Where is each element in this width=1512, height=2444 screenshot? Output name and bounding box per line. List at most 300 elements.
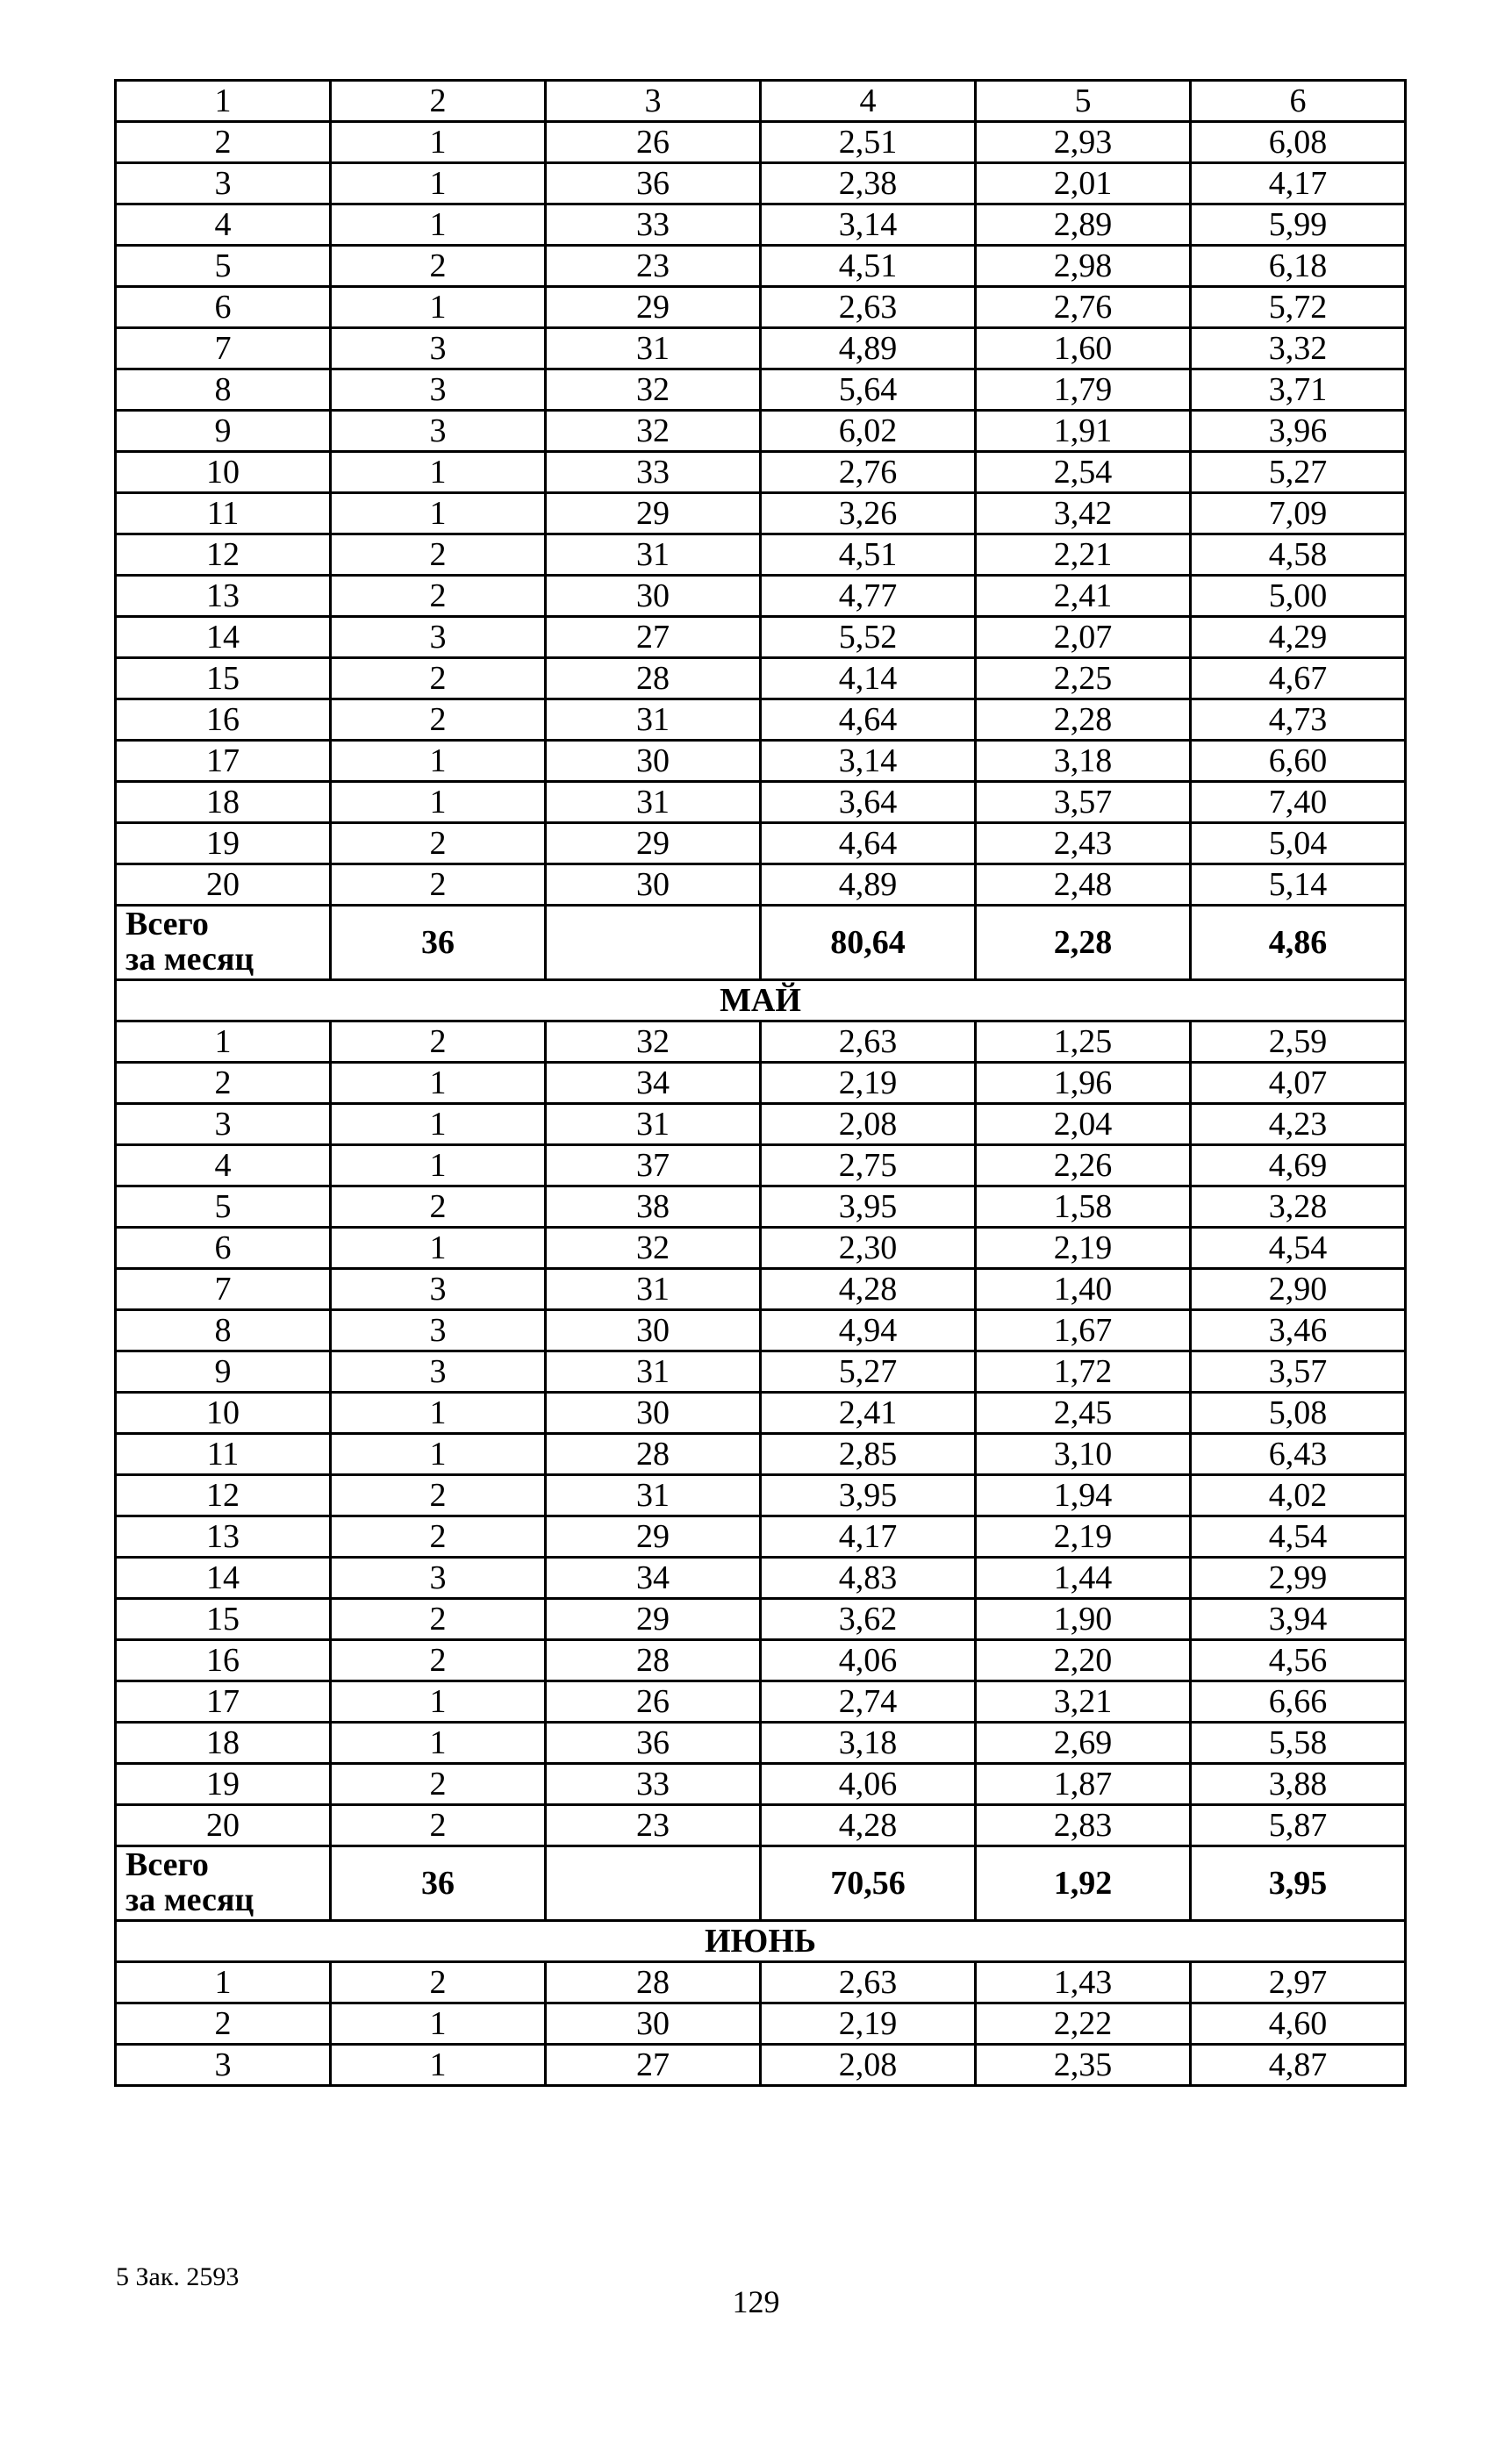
table-cell: 1,25 bbox=[976, 1021, 1191, 1063]
table-cell: 2 bbox=[331, 1516, 546, 1558]
table-cell: 2,76 bbox=[976, 287, 1191, 328]
table-cell: 3,28 bbox=[1191, 1186, 1406, 1228]
table-cell: 1 bbox=[331, 2003, 546, 2045]
table-cell: 4,28 bbox=[761, 1805, 976, 1846]
table-cell: 2,41 bbox=[761, 1393, 976, 1434]
table-cell: 2,74 bbox=[761, 1681, 976, 1723]
table-row bbox=[116, 864, 1406, 906]
table-cell: 2 bbox=[331, 1475, 546, 1516]
table-cell: 2,54 bbox=[976, 452, 1191, 493]
table-cell: 5,14 bbox=[1191, 864, 1406, 906]
table-cell: 3,46 bbox=[1191, 1310, 1406, 1351]
table-cell: 4,17 bbox=[761, 1516, 976, 1558]
table-cell: 3,21 bbox=[976, 1681, 1191, 1723]
table-cell: 4,89 bbox=[761, 864, 976, 906]
table-cell: 32 bbox=[546, 411, 761, 452]
table-cell: 2,76 bbox=[761, 452, 976, 493]
table-cell: 7,09 bbox=[1191, 493, 1406, 534]
table-cell: 2,83 bbox=[976, 1805, 1191, 1846]
total-label-line: Всего bbox=[125, 906, 209, 943]
table-cell: 3 bbox=[331, 617, 546, 658]
table-cell: 30 bbox=[546, 1393, 761, 1434]
table-cell: 6,08 bbox=[1191, 122, 1406, 163]
table-cell: 3,62 bbox=[761, 1599, 976, 1640]
table-cell: 4,06 bbox=[761, 1764, 976, 1805]
total-label-line: за месяц bbox=[125, 1881, 254, 1918]
monthly-total-row bbox=[116, 906, 1406, 980]
table-cell: 2,48 bbox=[976, 864, 1191, 906]
table-row bbox=[116, 1393, 1406, 1434]
table-cell: 27 bbox=[546, 617, 761, 658]
table-cell: 4,77 bbox=[761, 576, 976, 617]
table-cell: 1 bbox=[116, 1962, 331, 2003]
table-cell: 2 bbox=[331, 823, 546, 864]
month-header-row bbox=[116, 980, 1406, 1021]
table-cell: 37 bbox=[546, 1145, 761, 1186]
table-cell: 4,06 bbox=[761, 1640, 976, 1681]
table-cell: 3 bbox=[116, 2045, 331, 2086]
table-row bbox=[116, 1186, 1406, 1228]
table-cell: 5,58 bbox=[1191, 1723, 1406, 1764]
table-cell: 19 bbox=[116, 1764, 331, 1805]
table-cell: 2 bbox=[331, 1599, 546, 1640]
table-cell: 18 bbox=[116, 1723, 331, 1764]
table-cell: 12 bbox=[116, 1475, 331, 1516]
table-cell: 4,17 bbox=[1191, 163, 1406, 204]
table-row bbox=[116, 576, 1406, 617]
table-cell: 18 bbox=[116, 782, 331, 823]
table-cell: 31 bbox=[546, 1475, 761, 1516]
table-cell: 3 bbox=[116, 163, 331, 204]
table-cell: 4,58 bbox=[1191, 534, 1406, 576]
table-cell: 1,91 bbox=[976, 411, 1191, 452]
table-cell: 29 bbox=[546, 1516, 761, 1558]
table-cell: 5,08 bbox=[1191, 1393, 1406, 1434]
table-cell: 4,54 bbox=[1191, 1516, 1406, 1558]
table-cell: 31 bbox=[546, 1351, 761, 1393]
table-cell: 4 bbox=[116, 1145, 331, 1186]
table-cell: 3 bbox=[331, 411, 546, 452]
table-cell: 1,72 bbox=[976, 1351, 1191, 1393]
table-cell: 3 bbox=[331, 328, 546, 369]
table-cell: 1 bbox=[331, 204, 546, 246]
table-cell: 30 bbox=[546, 2003, 761, 2045]
table-cell: 5,00 bbox=[1191, 576, 1406, 617]
table-cell: 4,64 bbox=[761, 699, 976, 741]
table-cell: 2,41 bbox=[976, 576, 1191, 617]
table-cell: 1 bbox=[331, 1228, 546, 1269]
total-label-line: Всего bbox=[125, 1846, 209, 1884]
table-cell: 9 bbox=[116, 1351, 331, 1393]
table-row bbox=[116, 1310, 1406, 1351]
table-cell: 1,60 bbox=[976, 328, 1191, 369]
table-cell: 16 bbox=[116, 1640, 331, 1681]
table-row bbox=[116, 658, 1406, 699]
table-cell: 5,64 bbox=[761, 369, 976, 411]
table-cell: 29 bbox=[546, 1599, 761, 1640]
column-number-cell: 3 bbox=[546, 81, 761, 122]
column-number-cell: 1 bbox=[116, 81, 331, 122]
table-cell: 3,95 bbox=[761, 1475, 976, 1516]
table-cell: 3 bbox=[331, 369, 546, 411]
table-cell: 2,20 bbox=[976, 1640, 1191, 1681]
table-body bbox=[116, 81, 1406, 2086]
table-cell: 11 bbox=[116, 1434, 331, 1475]
table-cell: 2,97 bbox=[1191, 1962, 1406, 2003]
table-cell: 1,58 bbox=[976, 1186, 1191, 1228]
table-cell: 31 bbox=[546, 1269, 761, 1310]
table-row bbox=[116, 1228, 1406, 1269]
table-cell: 4,29 bbox=[1191, 617, 1406, 658]
table-cell: 3,95 bbox=[761, 1186, 976, 1228]
table-cell: 23 bbox=[546, 1805, 761, 1846]
table-cell: 33 bbox=[546, 204, 761, 246]
table-cell: 16 bbox=[116, 699, 331, 741]
table-cell: 3,18 bbox=[976, 741, 1191, 782]
table-cell: 2 bbox=[331, 246, 546, 287]
table-row bbox=[116, 1962, 1406, 2003]
table-cell: 2,26 bbox=[976, 1145, 1191, 1186]
table-cell: 1 bbox=[331, 1393, 546, 1434]
table-cell: 5,72 bbox=[1191, 287, 1406, 328]
total-label bbox=[116, 906, 331, 980]
table-cell: 1,96 bbox=[976, 1063, 1191, 1104]
table-cell: 10 bbox=[116, 452, 331, 493]
table-row bbox=[116, 741, 1406, 782]
total-label-line: за месяц bbox=[125, 941, 254, 978]
table-cell: 2 bbox=[116, 122, 331, 163]
table-cell: 1,94 bbox=[976, 1475, 1191, 1516]
table-cell: 3,88 bbox=[1191, 1764, 1406, 1805]
table-cell: 4,64 bbox=[761, 823, 976, 864]
month-title: МАЙ bbox=[116, 980, 1406, 1021]
table-row bbox=[116, 411, 1406, 452]
table-cell: 2 bbox=[331, 576, 546, 617]
table-cell: 2,69 bbox=[976, 1723, 1191, 1764]
table-cell: 7 bbox=[116, 1269, 331, 1310]
table-cell: 33 bbox=[546, 452, 761, 493]
table-cell: 31 bbox=[546, 1104, 761, 1145]
table-row bbox=[116, 328, 1406, 369]
table-cell: 14 bbox=[116, 617, 331, 658]
table-cell: 12 bbox=[116, 534, 331, 576]
table-cell: 6 bbox=[116, 287, 331, 328]
table-cell: 26 bbox=[546, 122, 761, 163]
table-cell: 4,56 bbox=[1191, 1640, 1406, 1681]
total-label bbox=[116, 1846, 331, 1921]
table-cell: 2,25 bbox=[976, 658, 1191, 699]
table-cell: 3 bbox=[331, 1351, 546, 1393]
table-cell: 5,04 bbox=[1191, 823, 1406, 864]
table-cell: 6,18 bbox=[1191, 246, 1406, 287]
table-cell: 13 bbox=[116, 576, 331, 617]
table-row bbox=[116, 617, 1406, 658]
month-title: ИЮНЬ bbox=[116, 1921, 1406, 1962]
monthly-total-row bbox=[116, 1846, 1406, 1921]
table-row bbox=[116, 1434, 1406, 1475]
table-row bbox=[116, 1723, 1406, 1764]
table-row bbox=[116, 122, 1406, 163]
table-cell: 9 bbox=[116, 411, 331, 452]
table-cell: 17 bbox=[116, 741, 331, 782]
table-cell: 1,43 bbox=[976, 1962, 1191, 2003]
table-cell: 2 bbox=[331, 1021, 546, 1063]
table-cell: 2,51 bbox=[761, 122, 976, 163]
table-row bbox=[116, 1269, 1406, 1310]
table-cell: 2,28 bbox=[976, 699, 1191, 741]
table-cell: 2,19 bbox=[761, 1063, 976, 1104]
table-cell: 2,98 bbox=[976, 246, 1191, 287]
table-cell: 2 bbox=[331, 699, 546, 741]
table-row bbox=[116, 2045, 1406, 2086]
total-value-cell: 36 bbox=[331, 906, 546, 980]
table-cell: 4,28 bbox=[761, 1269, 976, 1310]
table-cell: 2,22 bbox=[976, 2003, 1191, 2045]
table-cell: 3,18 bbox=[761, 1723, 976, 1764]
table-cell: 20 bbox=[116, 1805, 331, 1846]
table-cell: 5,27 bbox=[1191, 452, 1406, 493]
table-cell: 2,08 bbox=[761, 2045, 976, 2086]
table-cell: 3,96 bbox=[1191, 411, 1406, 452]
column-number-row bbox=[116, 81, 1406, 122]
table-row bbox=[116, 1681, 1406, 1723]
table-cell: 31 bbox=[546, 699, 761, 741]
table-cell: 36 bbox=[546, 163, 761, 204]
table-cell: 14 bbox=[116, 1558, 331, 1599]
table-cell: 4 bbox=[116, 204, 331, 246]
table-cell: 5 bbox=[116, 1186, 331, 1228]
table-cell: 2,07 bbox=[976, 617, 1191, 658]
table-row bbox=[116, 699, 1406, 741]
table-row bbox=[116, 1805, 1406, 1846]
total-value-cell: 4,86 bbox=[1191, 906, 1406, 980]
table-cell: 1 bbox=[331, 493, 546, 534]
table-row bbox=[116, 493, 1406, 534]
table-cell: 1 bbox=[331, 452, 546, 493]
table-cell: 2 bbox=[331, 1186, 546, 1228]
table-cell: 3,57 bbox=[976, 782, 1191, 823]
table-cell: 2 bbox=[331, 658, 546, 699]
data-table bbox=[114, 79, 1407, 2087]
table-cell: 2,01 bbox=[976, 163, 1191, 204]
table-cell: 7,40 bbox=[1191, 782, 1406, 823]
table-cell: 3,94 bbox=[1191, 1599, 1406, 1640]
table-cell: 28 bbox=[546, 1434, 761, 1475]
table-cell: 3,14 bbox=[761, 741, 976, 782]
table-cell: 29 bbox=[546, 823, 761, 864]
table-row bbox=[116, 782, 1406, 823]
table-cell: 1 bbox=[116, 1021, 331, 1063]
table-cell: 1 bbox=[331, 287, 546, 328]
total-value-cell: 3,95 bbox=[1191, 1846, 1406, 1921]
table-cell: 4,73 bbox=[1191, 699, 1406, 741]
table-cell: 4,67 bbox=[1191, 658, 1406, 699]
table-cell: 4,51 bbox=[761, 246, 976, 287]
table-cell: 17 bbox=[116, 1681, 331, 1723]
table-cell: 2,85 bbox=[761, 1434, 976, 1475]
table-cell: 13 bbox=[116, 1516, 331, 1558]
table-cell: 1,40 bbox=[976, 1269, 1191, 1310]
table-cell: 2,89 bbox=[976, 204, 1191, 246]
table-row bbox=[116, 1640, 1406, 1681]
total-value-cell: 70,56 bbox=[761, 1846, 976, 1921]
table-cell: 2 bbox=[116, 1063, 331, 1104]
table-cell: 2,30 bbox=[761, 1228, 976, 1269]
table-cell: 5,87 bbox=[1191, 1805, 1406, 1846]
table-cell: 1,90 bbox=[976, 1599, 1191, 1640]
table-cell: 34 bbox=[546, 1558, 761, 1599]
table-cell: 2 bbox=[331, 1764, 546, 1805]
table-row bbox=[116, 1599, 1406, 1640]
total-value-cell bbox=[546, 1846, 761, 1921]
table-cell: 2,08 bbox=[761, 1104, 976, 1145]
table-cell: 3 bbox=[331, 1269, 546, 1310]
table-cell: 30 bbox=[546, 741, 761, 782]
table-cell: 4,23 bbox=[1191, 1104, 1406, 1145]
table-cell: 31 bbox=[546, 534, 761, 576]
table-cell: 8 bbox=[116, 369, 331, 411]
table-cell: 34 bbox=[546, 1063, 761, 1104]
total-value-cell: 36 bbox=[331, 1846, 546, 1921]
column-number-cell: 4 bbox=[761, 81, 976, 122]
table-cell: 10 bbox=[116, 1393, 331, 1434]
table-row bbox=[116, 823, 1406, 864]
table-row bbox=[116, 1558, 1406, 1599]
table-cell: 28 bbox=[546, 658, 761, 699]
table-cell: 33 bbox=[546, 1764, 761, 1805]
table-cell: 1 bbox=[331, 2045, 546, 2086]
table-cell: 30 bbox=[546, 576, 761, 617]
table-cell: 2,90 bbox=[1191, 1269, 1406, 1310]
table-cell: 2,59 bbox=[1191, 1021, 1406, 1063]
print-order-note: 5 Зак. 2593 bbox=[116, 2262, 240, 2291]
table-cell: 5,99 bbox=[1191, 204, 1406, 246]
table-cell: 3 bbox=[116, 1104, 331, 1145]
table-row bbox=[116, 534, 1406, 576]
table-cell: 6,60 bbox=[1191, 741, 1406, 782]
total-value-cell: 80,64 bbox=[761, 906, 976, 980]
table-cell: 2,45 bbox=[976, 1393, 1191, 1434]
table-cell: 6,66 bbox=[1191, 1681, 1406, 1723]
table-cell: 6,43 bbox=[1191, 1434, 1406, 1475]
table-row bbox=[116, 2003, 1406, 2045]
table-cell: 3,57 bbox=[1191, 1351, 1406, 1393]
table-cell: 26 bbox=[546, 1681, 761, 1723]
table-cell: 2 bbox=[116, 2003, 331, 2045]
table-row bbox=[116, 1021, 1406, 1063]
table-cell: 2,43 bbox=[976, 823, 1191, 864]
table-cell: 4,07 bbox=[1191, 1063, 1406, 1104]
table-cell: 4,89 bbox=[761, 328, 976, 369]
table-row bbox=[116, 1145, 1406, 1186]
page-number: 129 bbox=[732, 2284, 780, 2319]
table-cell: 31 bbox=[546, 782, 761, 823]
table-row bbox=[116, 369, 1406, 411]
table-cell: 27 bbox=[546, 2045, 761, 2086]
table-cell: 38 bbox=[546, 1186, 761, 1228]
table-cell: 3,64 bbox=[761, 782, 976, 823]
total-value-cell: 2,28 bbox=[976, 906, 1191, 980]
table-cell: 3 bbox=[331, 1558, 546, 1599]
table-cell: 28 bbox=[546, 1640, 761, 1681]
column-number-cell: 2 bbox=[331, 81, 546, 122]
table-row bbox=[116, 246, 1406, 287]
table-cell: 20 bbox=[116, 864, 331, 906]
table-cell: 4,02 bbox=[1191, 1475, 1406, 1516]
table-cell: 1,44 bbox=[976, 1558, 1191, 1599]
table-cell: 2 bbox=[331, 1962, 546, 2003]
table-cell: 11 bbox=[116, 493, 331, 534]
table-row bbox=[116, 1516, 1406, 1558]
table-cell: 29 bbox=[546, 493, 761, 534]
table-cell: 1,79 bbox=[976, 369, 1191, 411]
table-cell: 2,63 bbox=[761, 1962, 976, 2003]
table-cell: 30 bbox=[546, 864, 761, 906]
table-cell: 3,14 bbox=[761, 204, 976, 246]
table-cell: 2,19 bbox=[976, 1228, 1191, 1269]
table-cell: 4,83 bbox=[761, 1558, 976, 1599]
table-cell: 1 bbox=[331, 1681, 546, 1723]
column-number-cell: 5 bbox=[976, 81, 1191, 122]
table-cell: 1 bbox=[331, 1104, 546, 1145]
table-cell: 2,04 bbox=[976, 1104, 1191, 1145]
table-cell: 4,60 bbox=[1191, 2003, 1406, 2045]
table-cell: 3,71 bbox=[1191, 369, 1406, 411]
table-cell: 15 bbox=[116, 1599, 331, 1640]
table-row bbox=[116, 452, 1406, 493]
table-cell: 32 bbox=[546, 369, 761, 411]
table-cell: 1 bbox=[331, 122, 546, 163]
table-cell: 2,63 bbox=[761, 1021, 976, 1063]
table-cell: 1 bbox=[331, 1434, 546, 1475]
table-cell: 3,10 bbox=[976, 1434, 1191, 1475]
table-cell: 1 bbox=[331, 1145, 546, 1186]
table-cell: 1,67 bbox=[976, 1310, 1191, 1351]
table-cell: 1 bbox=[331, 163, 546, 204]
table-cell: 2,63 bbox=[761, 287, 976, 328]
table-cell: 2 bbox=[331, 864, 546, 906]
table-cell: 19 bbox=[116, 823, 331, 864]
table-cell: 2,93 bbox=[976, 122, 1191, 163]
table-row bbox=[116, 204, 1406, 246]
table-cell: 32 bbox=[546, 1021, 761, 1063]
table-cell: 23 bbox=[546, 246, 761, 287]
table-row bbox=[116, 1351, 1406, 1393]
table-cell: 36 bbox=[546, 1723, 761, 1764]
table-cell: 4,94 bbox=[761, 1310, 976, 1351]
table-cell: 1 bbox=[331, 1723, 546, 1764]
table-cell: 2 bbox=[331, 1805, 546, 1846]
table-cell: 1 bbox=[331, 782, 546, 823]
table-cell: 15 bbox=[116, 658, 331, 699]
table-cell: 5 bbox=[116, 246, 331, 287]
table-cell: 3,26 bbox=[761, 493, 976, 534]
table-cell: 1,87 bbox=[976, 1764, 1191, 1805]
table-cell: 31 bbox=[546, 328, 761, 369]
total-value-cell: 1,92 bbox=[976, 1846, 1191, 1921]
column-number-cell: 6 bbox=[1191, 81, 1406, 122]
table-row bbox=[116, 287, 1406, 328]
table-cell: 2,21 bbox=[976, 534, 1191, 576]
table-cell: 3,32 bbox=[1191, 328, 1406, 369]
table-cell: 4,51 bbox=[761, 534, 976, 576]
table-cell: 8 bbox=[116, 1310, 331, 1351]
table-cell: 2,35 bbox=[976, 2045, 1191, 2086]
table-cell: 1 bbox=[331, 1063, 546, 1104]
table-row bbox=[116, 1764, 1406, 1805]
total-value-cell bbox=[546, 906, 761, 980]
table-cell: 29 bbox=[546, 287, 761, 328]
